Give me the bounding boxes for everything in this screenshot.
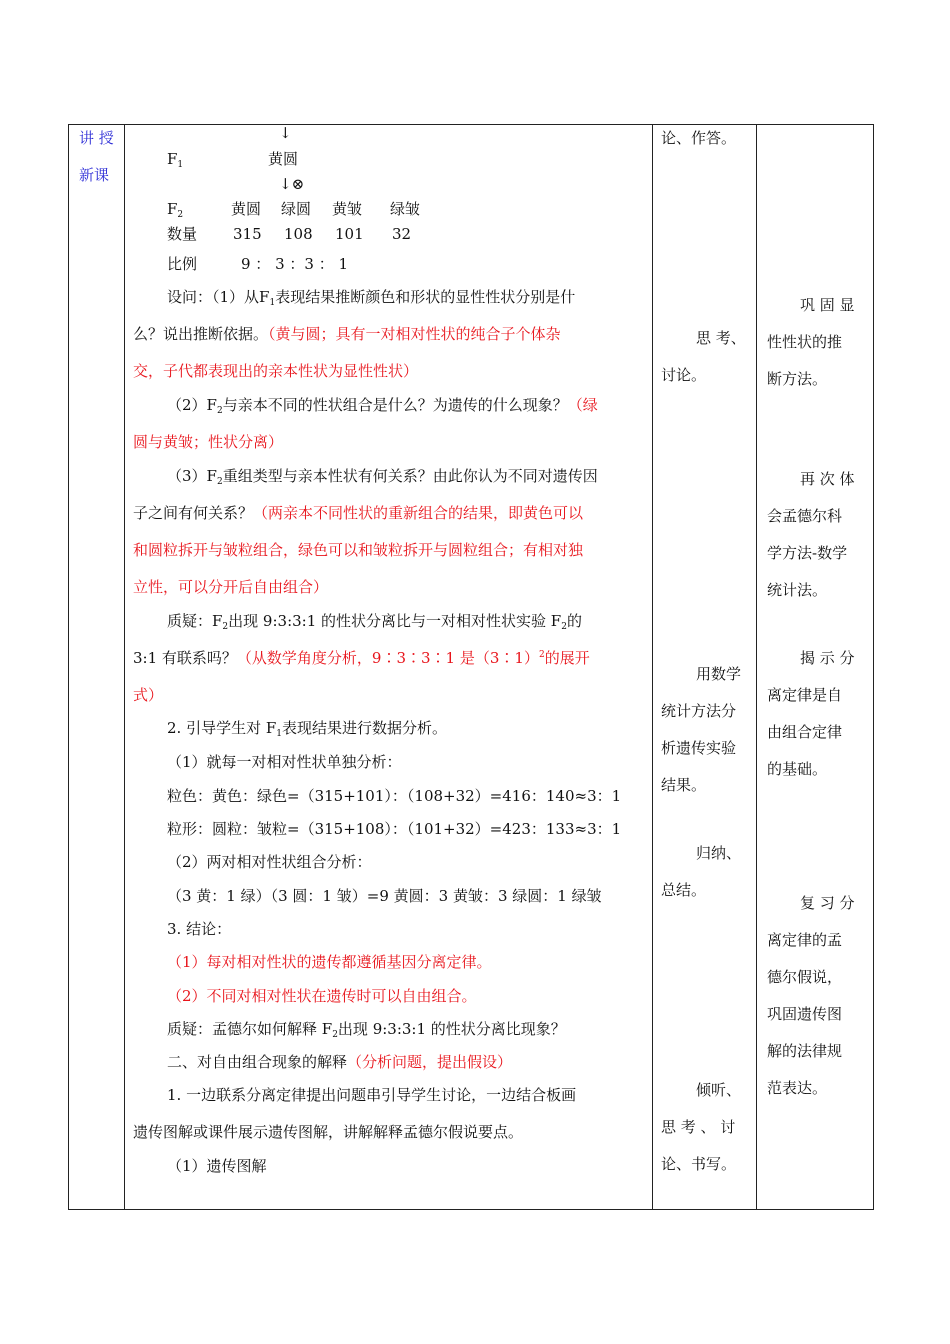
design-purpose: 的基础。: [767, 760, 828, 778]
combo-analysis: （2）两对相对性状组合分析：: [167, 853, 372, 871]
student-activity: 归纳、: [696, 844, 742, 862]
answer-2: 圆与黄皱；性状分离）: [133, 433, 284, 451]
design-purpose: 会孟德尔科: [767, 507, 843, 525]
design-purpose: 断方法。: [767, 370, 828, 388]
ratio-label: 比例: [167, 255, 198, 273]
student-activity: 用数学: [696, 665, 742, 683]
design-purpose: 离定律是自: [767, 686, 843, 704]
doubt-2: 质疑：孟德尔如何解释 $F_2$出现 9:3:3:1 的性状分离比现象？: [167, 1020, 566, 1040]
count-value: 108: [284, 225, 313, 243]
design-purpose: 统计法。: [767, 581, 828, 599]
combo-equation: （3 黄：1 绿）（3 圆：1 皱）=9 黄圆：3 黄皱：3 绿圆：1 绿皱: [167, 887, 602, 905]
answer-1: 交，子代都表现出的亲本性状为显性性状）: [133, 362, 419, 380]
section-cell: [69, 125, 124, 1209]
design-purpose: 性性状的推: [767, 333, 843, 351]
question-1-cont: 么？说出推断依据。（黄与圆；具有一对相对性状的纯合子个体杂: [133, 325, 561, 343]
design-purpose: 复 习 分: [800, 894, 855, 912]
section-2-heading: 二、对自由组合现象的解释（分析问题，提出假设）: [167, 1053, 513, 1071]
student-activity: 论、作答。: [661, 129, 737, 147]
f2-phenotype: 黄皱: [332, 200, 363, 218]
design-purpose: 巩固遗传图: [767, 1005, 843, 1023]
student-activity: 总结。: [661, 881, 707, 899]
paragraph-1-cont: 遗传图解或课件展示遗传图解，讲解解释孟德尔假说要点。: [133, 1123, 524, 1141]
count-value: 101: [335, 225, 364, 243]
design-purpose: 德尔假说，: [767, 968, 843, 986]
design-purpose: 由组合定律: [767, 723, 843, 741]
design-purpose: 范表达。: [767, 1079, 828, 1097]
ratio-value: 9 ： 3 ：3 ： 1: [241, 255, 349, 273]
section-label-2: 新课: [79, 166, 110, 184]
student-activity: 析遗传实验: [661, 739, 737, 757]
color-ratio: 粒色：黄色：绿色=（315+101）：（108+32）=416：140≈3：1: [167, 787, 622, 805]
answer-3: 立性，可以分开后自由组合）: [133, 578, 329, 596]
cross-arrow-1: ↓: [279, 124, 292, 142]
f2-phenotype: 绿皱: [390, 200, 421, 218]
conclusion-heading: 3. 结论：: [167, 920, 232, 938]
answer-3: 和圆粒拆开与皱粒组合，绿色可以和皱粒拆开与圆粒组合；有相对独: [133, 541, 584, 559]
design-purpose: 再 次 体: [800, 470, 855, 488]
f2-phenotype: 绿圆: [281, 200, 312, 218]
doubt-1: 质疑：$F_2$出现 9:3:3:1 的性状分离比与一对相对性状实验 $F_2$的: [167, 612, 582, 632]
doubt-1-cont: 3:1 有联系吗？（从数学角度分析，9∶3∶3∶1 是（3∶1）$^2$的展开: [133, 649, 590, 667]
genetic-diagram-heading: （1）遗传图解: [167, 1157, 267, 1175]
student-activity: 统计方法分: [661, 702, 737, 720]
teaching-content-cell: [125, 125, 652, 1209]
student-activity: 倾听、: [696, 1081, 742, 1099]
doubt-1-answer: 式）: [133, 686, 164, 704]
design-purpose: 学方法-数学: [767, 544, 848, 562]
f1-phenotype: 黄圆: [268, 150, 299, 168]
count-label: 数量: [167, 225, 198, 243]
count-value: 315: [233, 225, 262, 243]
design-purpose: 离定律的孟: [767, 931, 843, 949]
design-purpose: 揭 示 分: [800, 649, 855, 667]
student-activity: 讨论。: [661, 366, 707, 384]
lesson-table: [68, 124, 874, 1210]
student-activity: 思 考、: [696, 329, 746, 347]
student-activity: 思 考 、 讨: [661, 1118, 736, 1136]
question-3-cont: 子之间有何关系？（两亲本不同性状的重新组合的结果，即黄色可以: [133, 504, 584, 522]
f1-label: $F_1$: [167, 150, 184, 170]
student-activity: 结果。: [661, 776, 707, 794]
shape-ratio: 粒形：圆粒：皱粒=（315+108）：（101+32）=423：133≈3：1: [167, 820, 622, 838]
conclusion-1: （1）每对相对性状的遗传都遵循基因分离定律。: [167, 953, 492, 971]
question-2: $(2)F_2$与亲本不同的性状组合是什么？为遗传的什么现象？（绿: [167, 396, 598, 416]
student-activity-cell: [653, 125, 756, 1209]
cross-arrow-selfing: ↓⊗: [279, 175, 305, 193]
conclusion-2: （2）不同对相对性状在遗传时可以自由组合。: [167, 987, 477, 1005]
student-activity: 论、书写。: [661, 1155, 737, 1173]
question-1: 设问：（1）从$F_1$表现结果推断颜色和形状的显性性状分别是什: [167, 288, 576, 308]
section-label-1: 讲 授: [79, 129, 114, 147]
design-purpose: 解的法律规: [767, 1042, 843, 1060]
f2-phenotype: 黄圆: [231, 200, 262, 218]
question-3: $(3)F_2$重组类型与亲本性状有何关系？由此你认为不同对遗传因: [167, 467, 598, 487]
design-purpose: 巩 固 显: [800, 296, 855, 314]
design-purpose-cell: [757, 125, 873, 1209]
f2-label: $F_2$: [167, 200, 184, 220]
paragraph-1: 1. 一边联系分离定律提出问题串引导学生讨论，一边结合板画: [167, 1086, 577, 1104]
count-value: 32: [392, 225, 412, 243]
single-analysis: （1）就每一对相对性状单独分析：: [167, 753, 402, 771]
guide-heading: 2. 引导学生对 $F_1$表现结果进行数据分析。: [167, 719, 448, 739]
